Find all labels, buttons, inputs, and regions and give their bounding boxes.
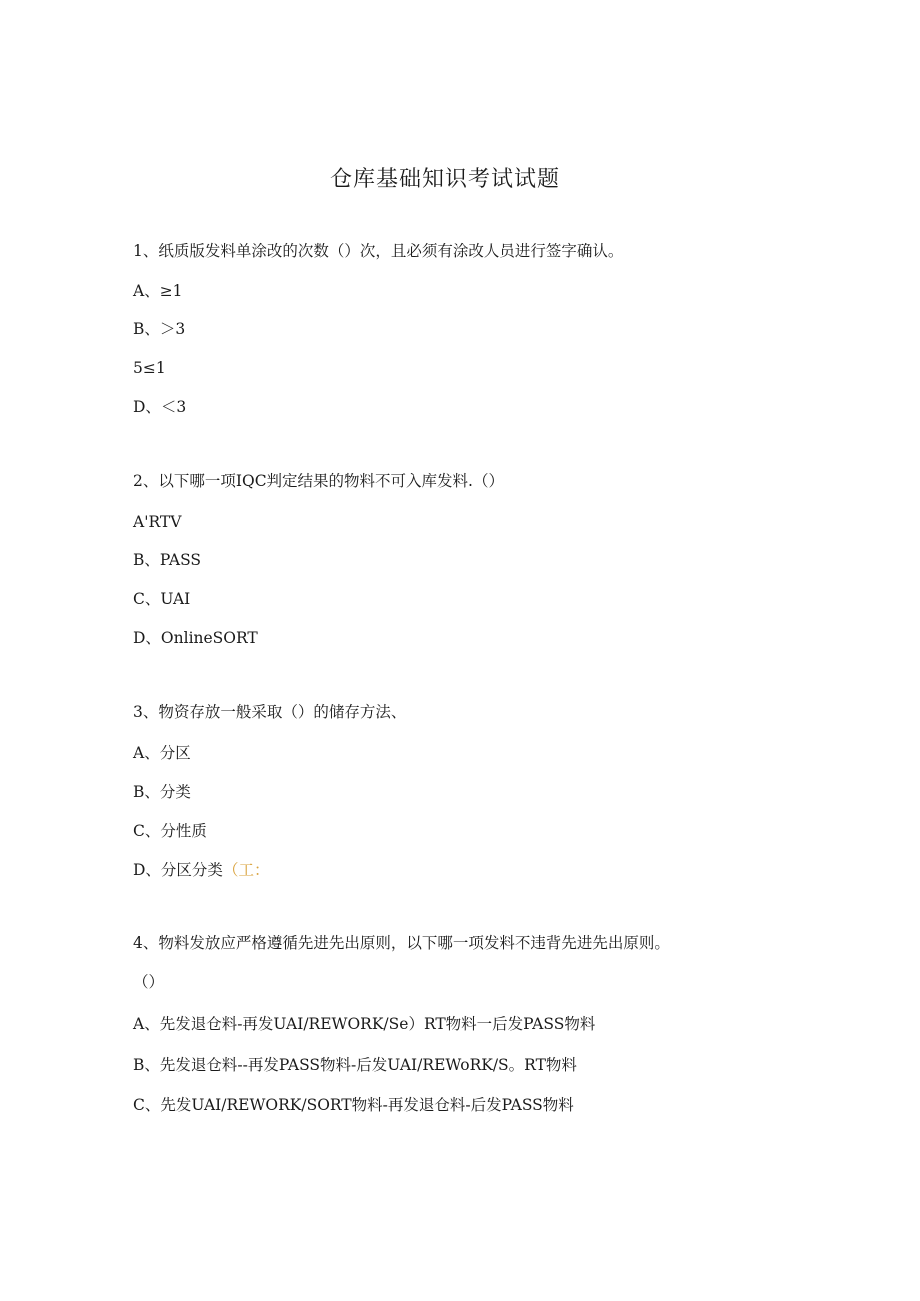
question-1-option-b: B、＞3: [133, 320, 186, 338]
page-title: 仓库基础知识考试试题: [329, 167, 560, 192]
question-2-text: 2、以下哪一项IQC判定结果的物料不可入库发料.（）: [133, 472, 504, 490]
question-3-option-d-text: D、分区分类: [133, 861, 223, 879]
question-3-option-d: [133, 859, 269, 881]
question-4-option-a: A、先发退仓料-再发UAI/REWORK/Se）RT物料一后发PASS物料: [133, 1015, 596, 1033]
question-4-text: 4、物料发放应严格遵循先进先出原则，以下哪一项发料不违背先进先出原则。: [133, 934, 670, 952]
question-2-option-b: B、PASS: [133, 551, 202, 569]
question-1-option-c: 5≤1: [133, 359, 166, 377]
question-3-option-a: A、分区: [133, 744, 191, 762]
question-4-option-b: B、先发退仓料--再发PASS物料-后发UAI/REWoRK/S。RT物料: [133, 1056, 577, 1074]
question-2-option-d: D、OnlineSORT: [133, 629, 258, 647]
question-3-text: 3、物资存放一般采取（）的储存方法、: [133, 703, 407, 721]
question-1-text: 1、纸质版发料单涂改的次数（）次，且必须有涂改人员进行签字确认。: [133, 242, 624, 260]
question-4-blank: （）: [133, 973, 165, 991]
question-1-option-d: D、＜3: [133, 398, 187, 416]
question-2-option-c: C、UAI: [133, 590, 191, 608]
question-3-option-c: C、分性质: [133, 822, 207, 840]
highlight-mark: （工：: [222, 861, 270, 879]
question-2-option-a: A'RTV: [133, 513, 182, 531]
question-1-option-a: A、≥1: [133, 282, 183, 300]
question-3-option-b: B、分类: [133, 783, 191, 801]
question-4-option-c: C、先发UAI/REWORK/SORT物料-再发退仓料-后发PASS物料: [133, 1096, 574, 1114]
